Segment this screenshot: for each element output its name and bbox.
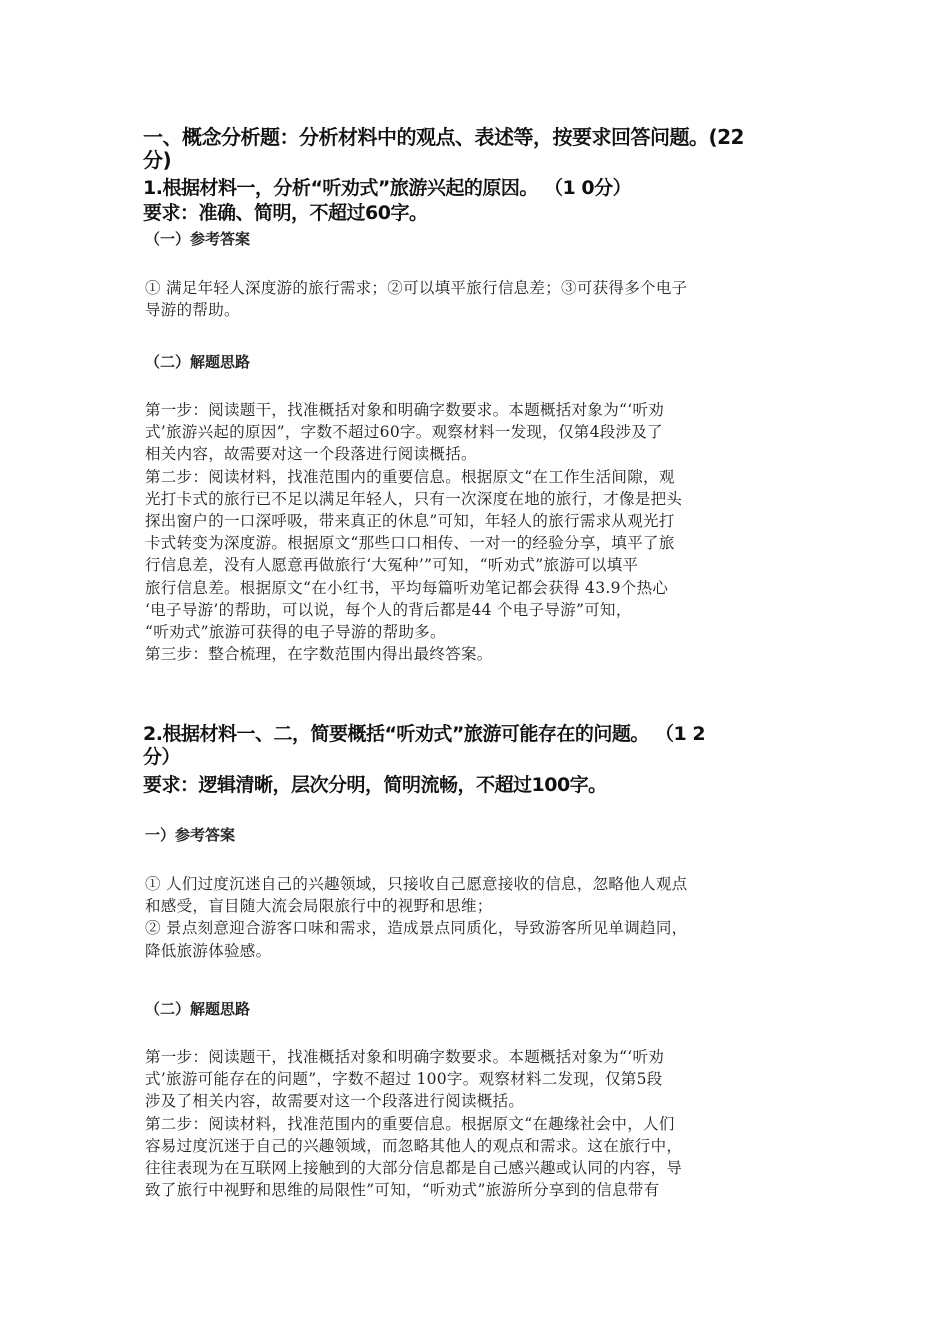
approach-line: “听劝式”旅游可获得的电子导游的帮助多。 [145,623,446,642]
answer-line: 导游的帮助。 [145,301,240,320]
approach-line: 第二步：阅读材料，找准范围内的重要信息。根据原文“在工作生活间隙，观 [145,467,675,486]
answer-line: ② 景点刻意迎合游客口味和需求，造成景点同质化，导致游客所见单调趋同， [145,919,688,938]
approach-line: 第一步：阅读题干，找准概括对象和明确字数要求。本题概括对象为“‘听劝 [145,401,665,419]
approach-line: 式’旅游可能存在的问题”，字数不超过 100字。观察材料二发现，仅第5段 [145,1070,663,1089]
question-2-title-line: 分） [143,746,181,768]
approach-line: 往往表现为在互联网上接触到的大部分信息都是自己感兴趣或认同的内容，导 [145,1159,683,1178]
approach-line: ‘电子导游’的帮助，可以说，每个人的背后都是44 个电子导游”可知， [145,600,632,619]
approach-line: 致了旅行中视野和思维的局限性”可知，“听劝式”旅游所分享到的信息带有 [145,1181,660,1200]
question-2-approach [145,1046,805,1201]
approach-line: 探出窗户的一口深呼吸，带来真正的休息”可知，年轻人的旅行需求从观光打 [145,512,675,531]
question-1-answer-label: （一）参考答案 [145,230,251,248]
answer-line: ① 人们过度沉迷自己的兴趣领域，只接收自己愿意接收的信息，忽略他人观点 [145,875,688,893]
question-1-requirement: 要求：准确、简明，不超过60字。 [143,202,428,224]
approach-line: 第三步：整合梳理，在字数范围内得出最终答案。 [145,645,493,664]
question-1-approach [145,399,805,665]
section-title-line: 分) [143,148,172,172]
approach-line: 第二步：阅读材料，找准范围内的重要信息。根据原文“在趣缘社会中，人们 [145,1114,675,1133]
question-2-answer [145,873,805,962]
answer-line: 降低旅游体验感。 [145,941,272,960]
approach-line: 卡式转变为深度游。根据原文“那些口口相传、一对一的经验分享，填平了旅 [145,534,675,553]
question-1-approach-label: （二）解题思路 [145,353,251,371]
question-2-title-line: 2.根据材料一、二，简要概括“听劝式”旅游可能存在的问题。 （1 2 [143,723,706,745]
question-2-requirement: 要求：逻辑清晰，层次分明，简明流畅，不超过100字。 [143,774,607,796]
approach-line: 相关内容，故需要对这一个段落进行阅读概括。 [145,445,477,464]
approach-line: 涉及了相关内容，故需要对这一个段落进行阅读概括。 [145,1092,525,1111]
approach-line: 第一步：阅读题干，找准概括对象和明确字数要求。本题概括对象为“‘听劝 [145,1048,665,1066]
answer-line: 和感受，盲目随大流会局限旅行中的视野和思维； [145,897,493,916]
question-2-title [143,723,813,769]
question-2-answer-label: 一）参考答案 [145,826,236,844]
approach-line: 容易过度沉迷于自己的兴趣领域，而忽略其他人的观点和需求。这在旅行中， [145,1136,683,1155]
approach-line: 式’旅游兴起的原因”，字数不超过60字。观察材料一发现，仅第4段涉及了 [145,423,663,442]
approach-line: 旅行信息差。根据原文“在小红书，平均每篇听劝笔记都会获得 43.9个热心 [145,578,669,597]
answer-line: ① 满足年轻人深度游的旅行需求；②可以填平旅行信息差；③可获得多个电子 [145,279,688,297]
approach-line: 光打卡式的旅行已不足以满足年轻人，只有一次深度在地的旅行，才像是把头 [145,489,683,508]
question-2-approach-label: （二）解题思路 [145,1000,251,1018]
question-1-title: 1.根据材料一，分析“听劝式”旅游兴起的原因。 （1 0分） [143,177,632,199]
section-title [143,126,813,172]
section-title-line: 一、概念分析题：分析材料中的观点、表述等，按要求回答问题。(22 [143,125,744,149]
approach-line: 行信息差，没有人愿意再做旅行‘大冤种’”可知，“听劝式”旅游可以填平 [145,556,639,575]
question-1-answer [145,277,805,321]
